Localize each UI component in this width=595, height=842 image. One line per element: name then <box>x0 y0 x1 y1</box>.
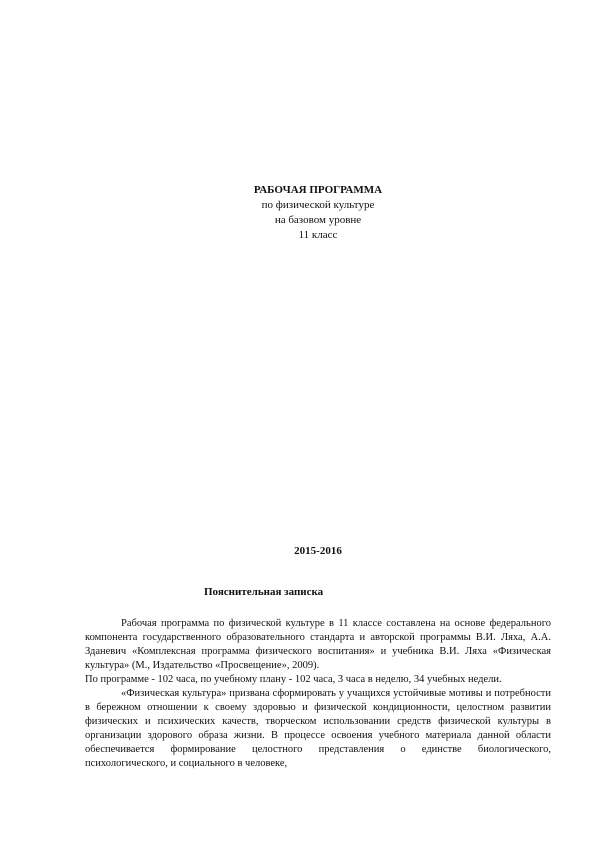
body-text <box>85 617 551 771</box>
explanatory-note-heading: Пояснительная записка <box>204 586 324 598</box>
academic-year: 2015-2016 <box>294 545 342 557</box>
main-title: РАБОЧАЯ ПРОГРАММА <box>253 184 383 196</box>
paragraph: «Физическая культура» призвана сформировать у учащихся устойчивые мотивы и потребности в бережном отношении к своему здоровью и физической кондиционности, целостном развитии физических и психических качеств, творческом использовании средств физической культуры в организации здорового образа жизни. В процессе освоения учебного материала данной области обеспечивается формирование целостного представления о единстве биологического, психологического, и социального в человеке, <box>85 688 551 769</box>
level-line: на базовом уровне <box>274 214 362 226</box>
paragraph: По программе - 102 часа, по учебному плану - 102 часа, 3 часа в неделю, 34 учебных недели. <box>85 674 502 685</box>
paragraph: Рабочая программа по физической культуре в 11 классе составлена на основе федерального компонента государственного образовательного стандарта и авторской программы В.И. Ляха, А.А. Зданевич «Комплексная программа физического воспитания» и учебника В.И. Ляха «Физическая культура» (М., Издательство «Просвещение», 2009). <box>85 618 551 671</box>
subject-line: по физической культуре <box>261 199 375 211</box>
grade-line: 11 класс <box>298 229 338 241</box>
title-block <box>0 183 595 243</box>
